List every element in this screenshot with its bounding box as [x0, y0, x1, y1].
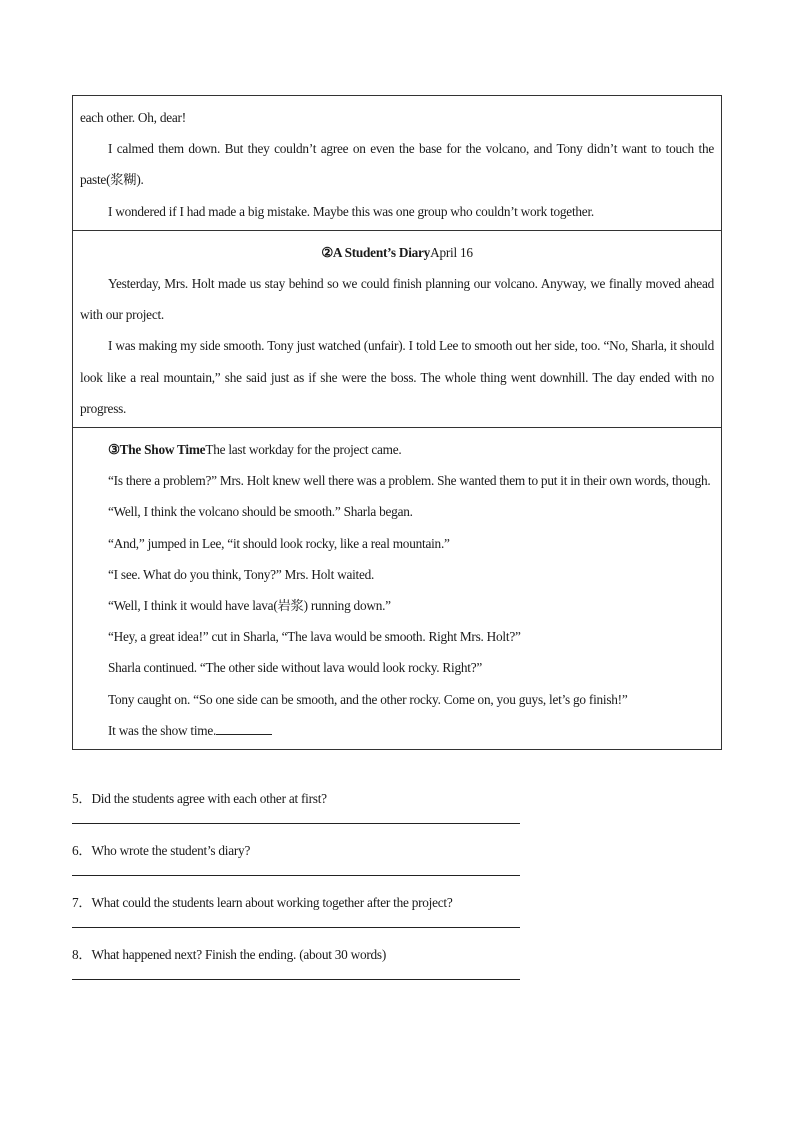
answer-line-8[interactable]	[72, 968, 520, 980]
s2-heading	[80, 237, 714, 268]
s2-paragraph-1: Yesterday, Mrs. Holt made us stay behind so we could finish planning our volcano. Anyway, we finally moved ahead with our project.	[80, 276, 714, 323]
ending-blank	[216, 722, 272, 735]
answer-line-6[interactable]	[72, 864, 520, 876]
s3-paragraph-7: Sharla continued. “The other side without lava would look rocky. Right?”	[108, 660, 483, 676]
s2-title: A Student’s Diary	[332, 244, 431, 260]
s2-date: April 16	[430, 244, 473, 260]
question-8: 8．What happened next? Finish the ending. (about 30 words)	[72, 947, 387, 962]
s3-closing-text: It was the show time.	[108, 722, 217, 738]
s3-number: ③	[108, 442, 120, 458]
answer-line-5[interactable]	[72, 812, 520, 824]
answer-line-7[interactable]	[72, 916, 520, 928]
s2-number: ②	[321, 244, 333, 260]
questions-area	[72, 786, 722, 994]
s3-paragraph-4: “I see. What do you think, Tony?” Mrs. Holt waited.	[108, 566, 375, 582]
section-1	[73, 96, 721, 231]
s3-paragraph-1: “Is there a problem?” Mrs. Holt knew well there was a problem. She wanted them to put it in their own words, though.	[108, 473, 711, 489]
question-5: 5．Did the students agree with each other at first?	[72, 791, 327, 806]
question-6: 6．Who wrote the student’s diary?	[72, 843, 251, 858]
s3-paragraph-8: Tony caught on. “So one side can be smooth, and the other rocky. Come on, you guys, let’s go finish!”	[108, 691, 628, 707]
s2-paragraph-2: I was making my side smooth. Tony just watched (unfair). I told Lee to smooth out her side, too. “No, Sharla, it should look like a real mountain,” she said just as if she were the boss. The whole thing went downhill. The day ended with no progress.	[80, 338, 714, 416]
section-3	[73, 428, 721, 749]
s1-paragraph-2: I calmed them down. But they couldn’t agree on even the base for the volcano, and Tony didn’t want to touch the paste(浆糊).	[80, 141, 714, 188]
s3-heading	[80, 434, 714, 465]
question-7: 7．What could the students learn about working together after the project?	[72, 895, 453, 910]
reading-passage-box	[72, 95, 722, 750]
s3-intro: The last workday for the project came.	[205, 442, 402, 458]
s3-paragraph-3: “And,” jumped in Lee, “it should look rocky, like a real mountain.”	[108, 535, 450, 551]
s3-paragraph-6: “Hey, a great idea!” cut in Sharla, “The lava would be smooth. Right Mrs. Holt?”	[108, 629, 521, 645]
section-2	[73, 231, 721, 428]
s1-paragraph-3: I wondered if I had made a big mistake. Maybe this was one group who couldn’t work together.	[108, 203, 594, 219]
s3-closing	[80, 715, 714, 746]
s1-paragraph-1: each other. Oh, dear!	[80, 110, 186, 125]
s3-paragraph-5: “Well, I think it would have lava(岩浆) running down.”	[108, 598, 391, 614]
s3-paragraph-2: “Well, I think the volcano should be smooth.” Sharla began.	[108, 504, 413, 520]
s3-title: The Show Time	[119, 442, 206, 458]
